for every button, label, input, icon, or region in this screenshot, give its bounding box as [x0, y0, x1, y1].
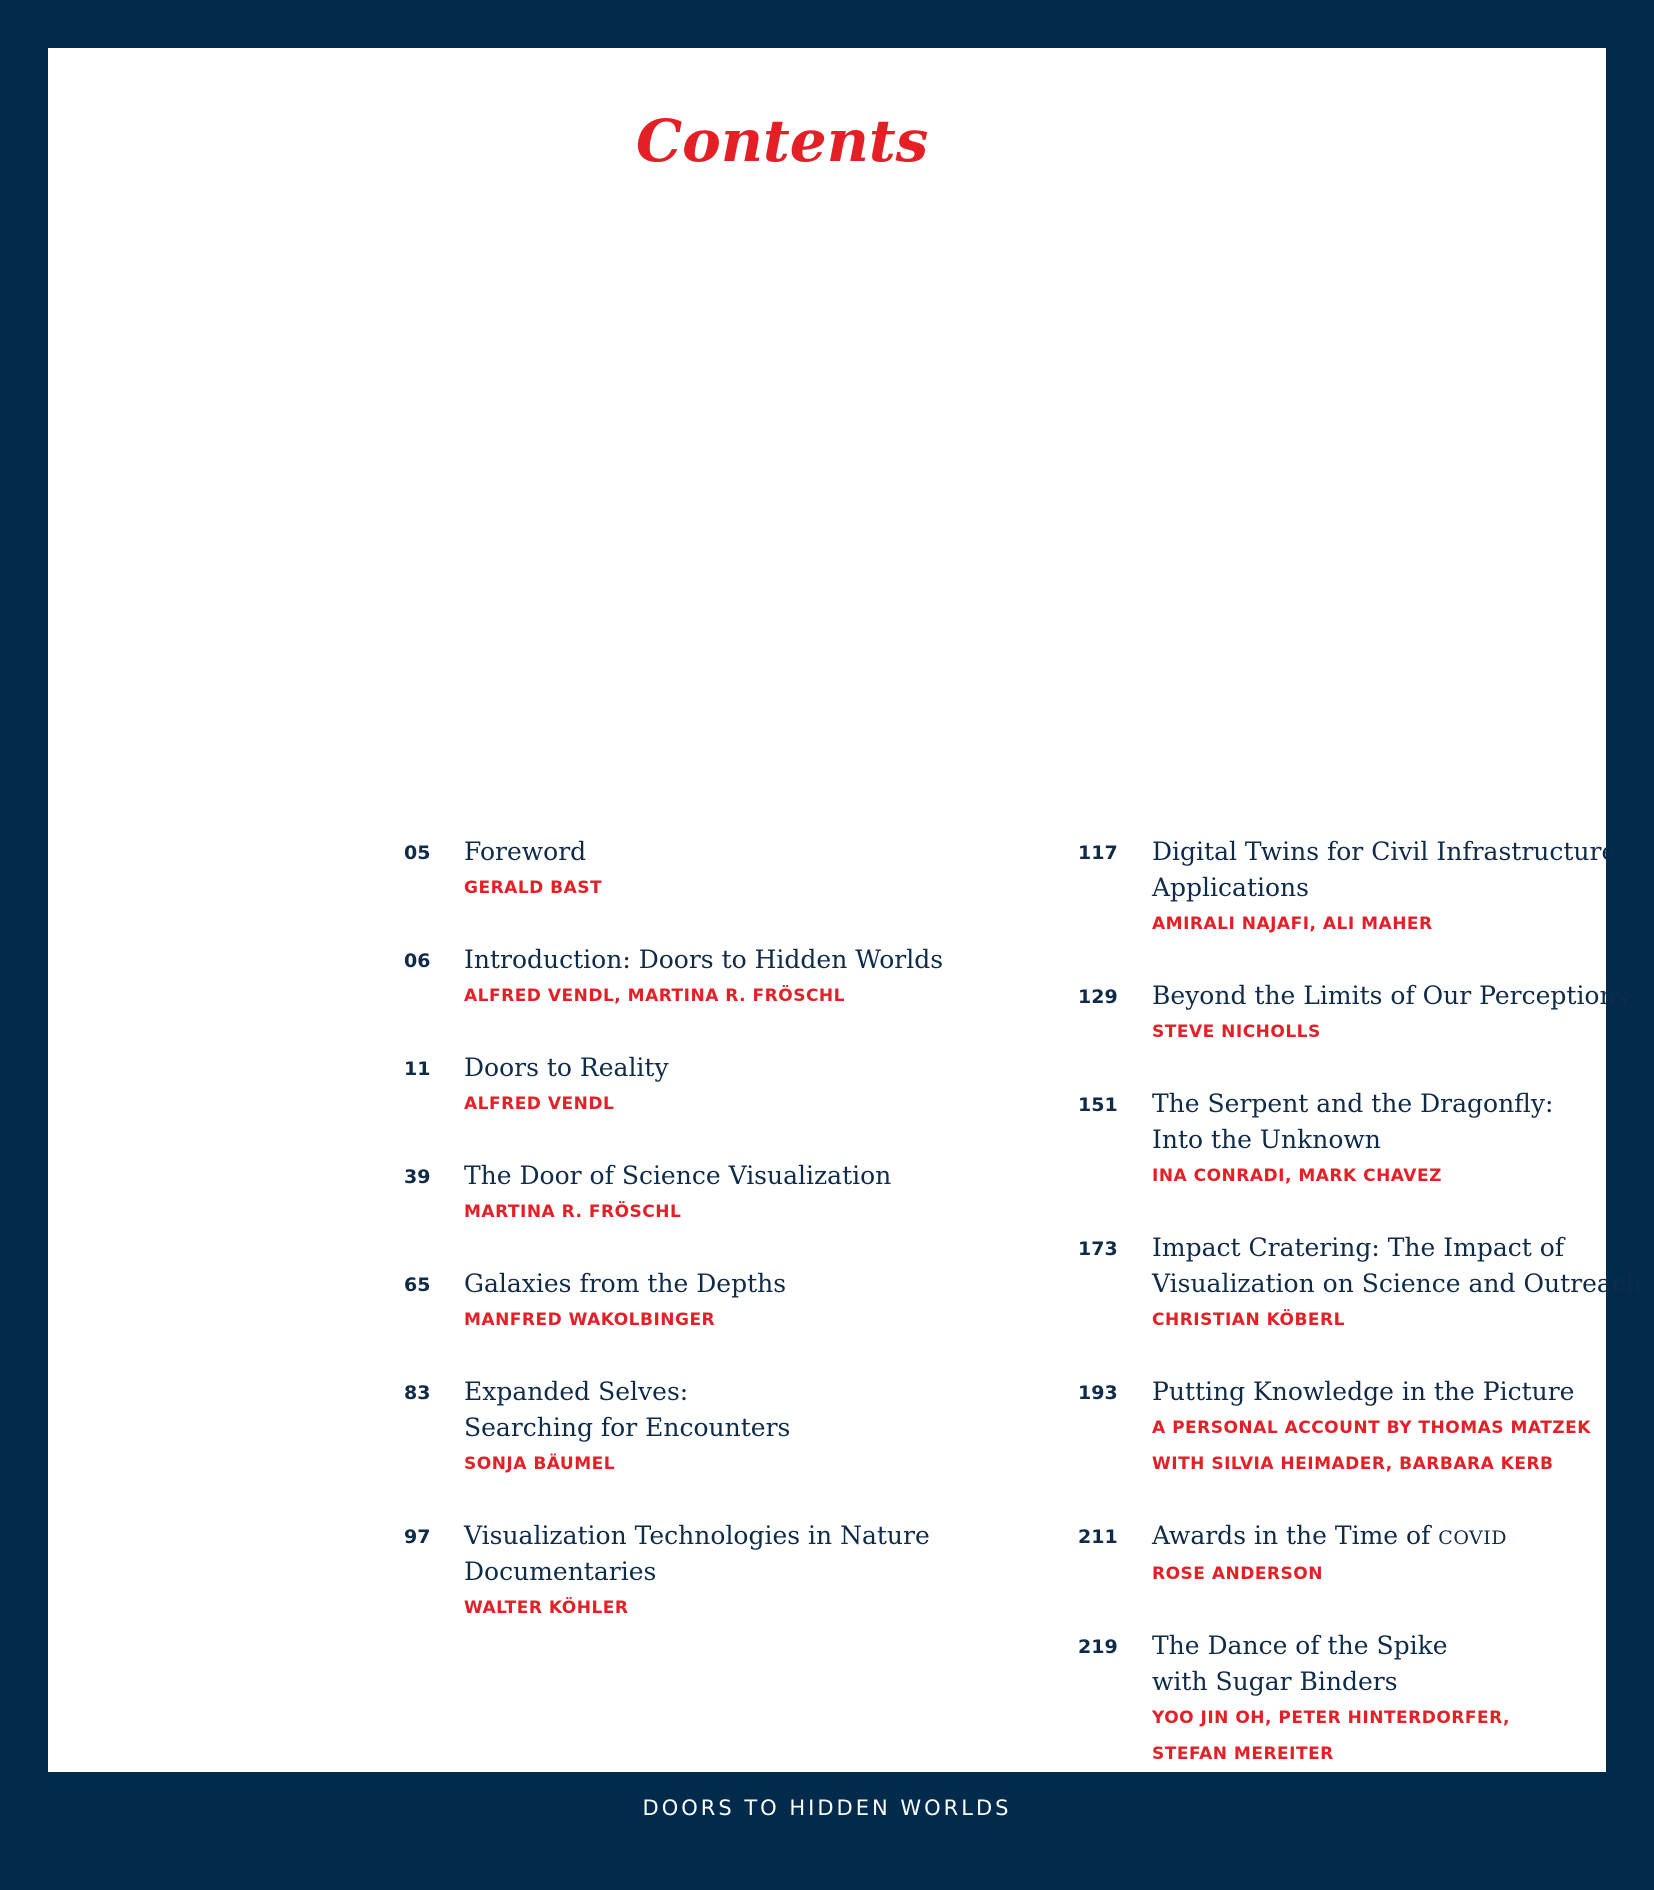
entry-title-line: Searching for Encounters: [464, 1413, 791, 1442]
entry-title-line: Putting Knowledge in the Picture: [1152, 1377, 1575, 1406]
toc-entry: [404, 834, 1004, 906]
entry-title-line: Applications: [1152, 873, 1309, 902]
toc-entry: [404, 1266, 1004, 1338]
entry-author-line: AMIRALI NAJAFI, ALI MAHER: [1152, 914, 1433, 934]
page-number: 06: [404, 950, 431, 972]
page-number: 173: [1078, 1238, 1118, 1260]
entry-title: [1152, 1374, 1638, 1410]
entry-title-line: [1152, 1518, 1638, 1556]
entry-title-line: Doors to Reality: [464, 1053, 669, 1082]
entry-author: [464, 1302, 1004, 1338]
toc-entry: [404, 1518, 1004, 1626]
toc-entry: [1078, 1628, 1638, 1772]
entry-title-line: with Sugar Binders: [1152, 1667, 1398, 1696]
entry-title: [1152, 1628, 1638, 1700]
entry-author-line: ROSE ANDERSON: [1152, 1564, 1323, 1584]
entry-title: [464, 1518, 1004, 1590]
entry-title-smallcaps: COVID: [1438, 1527, 1508, 1549]
entry-title-line: Introduction: Doors to Hidden Worlds: [464, 945, 944, 974]
entry-title: [464, 834, 1004, 870]
entry-author-line: WALTER KÖHLER: [464, 1598, 629, 1618]
entry-title: [464, 1374, 1004, 1446]
entry-author-line: STEVE NICHOLLS: [1152, 1022, 1321, 1042]
entry-author: [1152, 1158, 1638, 1194]
page-number: 211: [1078, 1526, 1118, 1548]
entry-title-line: Visualization on Science and Outreach: [1152, 1269, 1642, 1298]
page-number: 05: [404, 842, 431, 864]
entry-author: [1152, 1014, 1638, 1050]
entry-title-line: The Dance of the Spike: [1152, 1631, 1448, 1660]
toc-entry: [1078, 1374, 1638, 1482]
entry-title: [1152, 978, 1638, 1014]
entry-author: [464, 870, 1004, 906]
entry-title-line: Into the Unknown: [1152, 1125, 1381, 1154]
toc-right-column: [1078, 834, 1642, 1808]
toc-entry: [1078, 1230, 1642, 1338]
entry-title-text: Awards in the Time of: [1152, 1521, 1431, 1550]
entry-title: [1152, 1518, 1638, 1556]
entry-author-line: ALFRED VENDL: [464, 1094, 615, 1114]
entry-author-line: MARTINA R. FRÖSCHL: [464, 1202, 682, 1222]
entry-title-line: Galaxies from the Depths: [464, 1269, 787, 1298]
entry-title: [464, 1050, 1004, 1086]
toc-entry: [404, 1158, 1004, 1230]
entry-author-line: ALFRED VENDL, MARTINA R. FRÖSCHL: [464, 986, 845, 1006]
toc-left-column: [404, 834, 1004, 1662]
entry-title-line: Expanded Selves:: [464, 1377, 689, 1406]
entry-author-line: CHRISTIAN KÖBERL: [1152, 1310, 1345, 1330]
entry-title-line: The Serpent and the Dragonfly:: [1152, 1089, 1554, 1118]
entry-title-line: The Door of Science Visualization: [464, 1161, 892, 1190]
entry-author-line: MANFRED WAKOLBINGER: [464, 1310, 716, 1330]
page-number: 193: [1078, 1382, 1118, 1404]
toc-entry: [1078, 834, 1638, 942]
entry-author: [464, 1446, 1004, 1482]
page-number: 151: [1078, 1094, 1118, 1116]
entry-title: [464, 1266, 1004, 1302]
page-number: 219: [1078, 1636, 1118, 1658]
entry-author-line: GERALD BAST: [464, 878, 603, 898]
page-number: 39: [404, 1166, 431, 1188]
entry-title: [1152, 834, 1638, 906]
entry-title-line: Impact Cratering: The Impact of: [1152, 1233, 1565, 1262]
entry-author: [1152, 1700, 1638, 1772]
entry-author-line: A PERSONAL ACCOUNT BY THOMAS MATZEK: [1152, 1418, 1591, 1438]
entry-author-line: WITH SILVIA HEIMADER, BARBARA KERB: [1152, 1454, 1554, 1474]
toc-entry: [1078, 1086, 1638, 1194]
entry-title: [464, 1158, 1004, 1194]
page-number: 83: [404, 1382, 431, 1404]
page: [48, 48, 1642, 1772]
entry-title-line: Beyond the Limits of Our Perceptions: [1152, 981, 1629, 1010]
page-number: 11: [404, 1058, 431, 1080]
entry-author: [1152, 1410, 1638, 1482]
page-number: 129: [1078, 986, 1118, 1008]
entry-author: [1152, 1302, 1638, 1338]
entry-author-line: INA CONRADI, MARK CHAVEZ: [1152, 1166, 1442, 1186]
entry-title-line: Digital Twins for Civil Infrastructure: [1152, 837, 1617, 866]
entry-author: [1152, 906, 1638, 942]
page-number: 117: [1078, 842, 1118, 864]
entry-author-line: YOO JIN OH, PETER HINTERDORFER,: [1152, 1708, 1510, 1728]
book-title-footer: DOORS TO HIDDEN WORLDS: [642, 1796, 1012, 1820]
page-number: 65: [404, 1274, 431, 1296]
entry-author: [464, 1086, 1004, 1122]
toc-entry: [404, 1374, 1004, 1482]
entry-author: [464, 1194, 1004, 1230]
entry-title-line: Documentaries: [464, 1557, 657, 1586]
toc-entry: [1078, 1518, 1638, 1592]
toc-entry: [404, 942, 1004, 1014]
entry-author: [464, 1590, 1004, 1626]
entry-title: [1152, 1230, 1642, 1302]
entry-title: [1152, 1086, 1638, 1158]
entry-author-line: SONJA BÄUMEL: [464, 1454, 616, 1474]
entry-title-line: Foreword: [464, 837, 587, 866]
entry-author: [464, 978, 1004, 1014]
entry-author-line: STEFAN MEREITER: [1152, 1744, 1334, 1764]
page-number: 97: [404, 1526, 431, 1548]
entry-author: [1152, 1556, 1638, 1592]
entry-title: [464, 942, 1004, 978]
toc-entry: [1078, 978, 1638, 1050]
page-title: Contents: [636, 107, 929, 175]
toc-entry: [404, 1050, 1004, 1122]
entry-title-line: Visualization Technologies in Nature: [464, 1521, 930, 1550]
